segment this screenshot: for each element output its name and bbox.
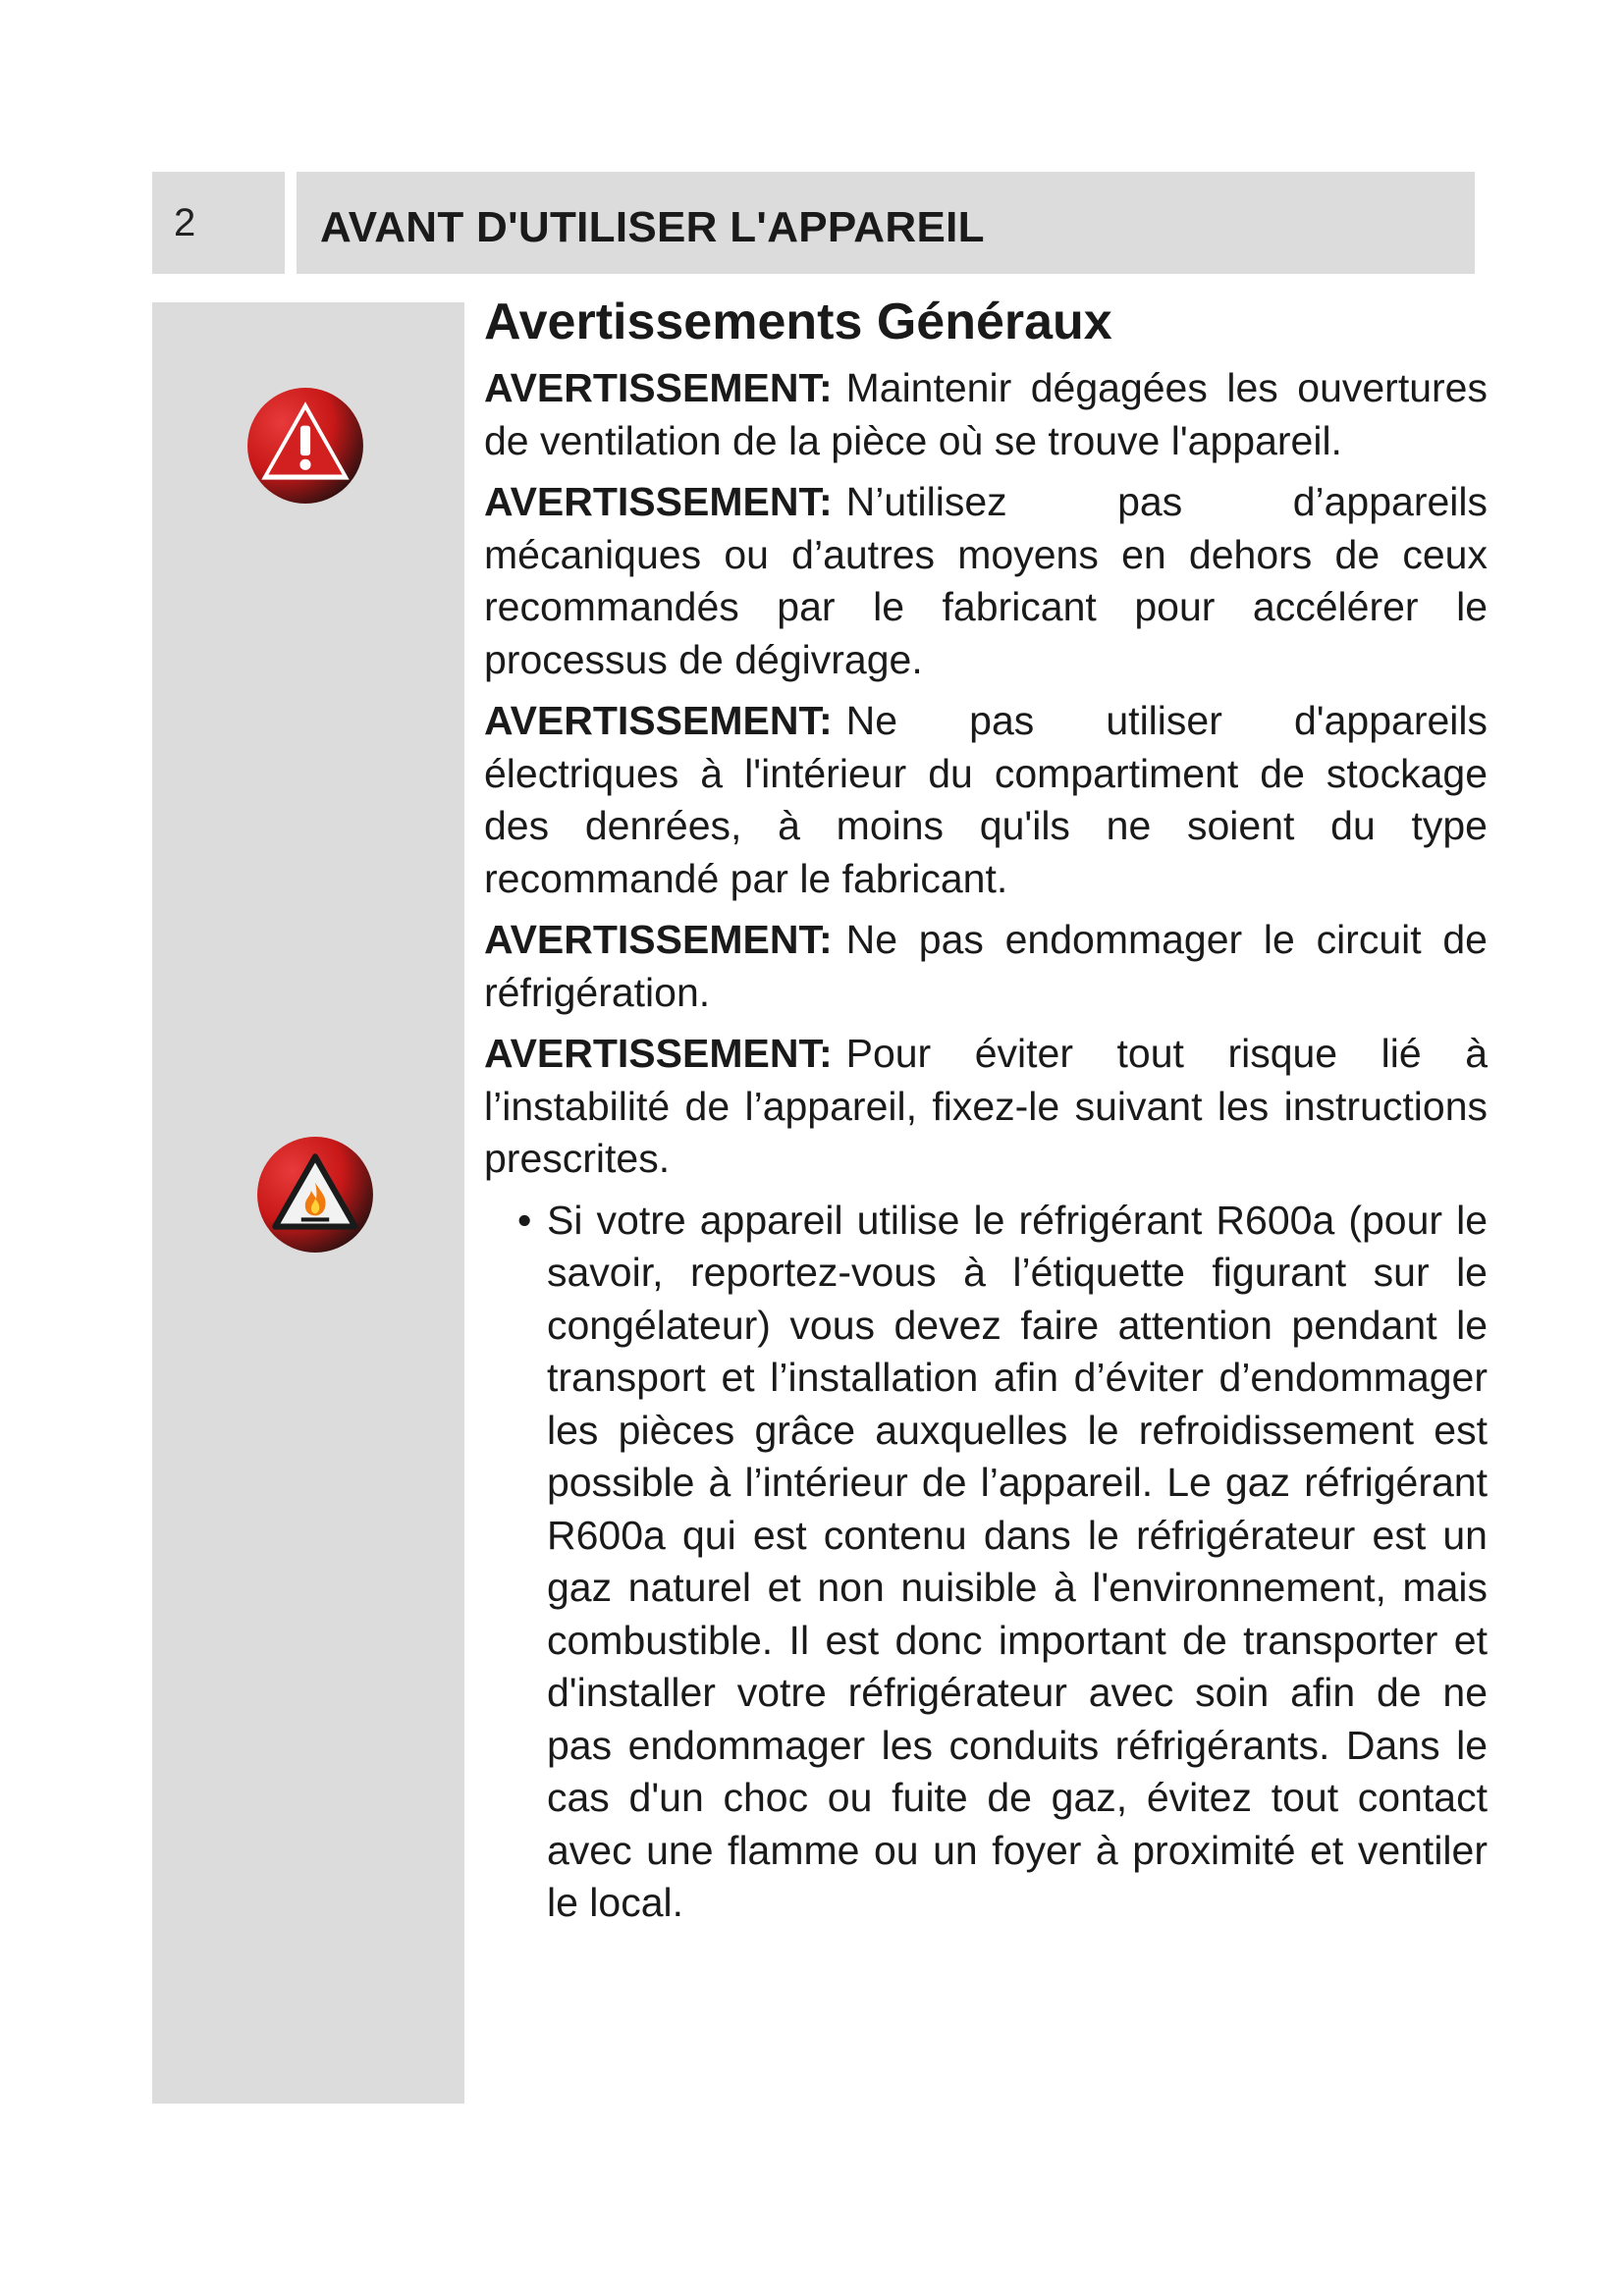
- bullet-marker: •: [517, 1197, 532, 1243]
- section-title: Avertissements Généraux: [484, 294, 1112, 350]
- bullet-list: [484, 1195, 1488, 1930]
- flammable-icon: [255, 1135, 375, 1255]
- warning-text: N’utilisez pas d’appareils mécaniques ou d’autres moyens en dehors de ceux recommandés par le fabricant pour accélérer le processus de dégivrage.: [484, 479, 1488, 682]
- warning-text: Pour éviter tout risque lié à l’instabilité de l’appareil, fixez-le suivant les instructions prescrites.: [484, 1031, 1488, 1181]
- warning-paragraph: [484, 362, 1488, 467]
- warning-paragraph: [484, 914, 1488, 1019]
- warning-text: Ne pas endommager le circuit de réfrigération.: [484, 917, 1488, 1015]
- warning-label: AVERTISSEMENT:: [484, 698, 833, 743]
- warning-triangle-icon: [245, 386, 365, 506]
- warning-label: AVERTISSEMENT:: [484, 365, 833, 410]
- list-item: [484, 1195, 1488, 1930]
- header-bar: [297, 172, 1475, 274]
- page-number-box: [152, 172, 285, 274]
- page-number: 2: [174, 201, 196, 244]
- page-header-title: AVANT D'UTILISER L'APPAREIL: [320, 203, 985, 251]
- warning-text: Maintenir dégagées les ouvertures de ventilation de la pièce où se trouve l'appareil.: [484, 365, 1488, 463]
- warning-paragraph: [484, 695, 1488, 905]
- warning-label: AVERTISSEMENT:: [484, 917, 833, 962]
- sidebar-panel: [152, 302, 464, 2104]
- warning-text: Ne pas utiliser d'appareils électriques à l'intérieur du compartiment de stockage des denrées, à moins qu'ils ne soient du type recommandé par le fabricant.: [484, 698, 1488, 901]
- warning-label: AVERTISSEMENT:: [484, 479, 833, 524]
- bullet-text: Si votre appareil utilise le réfrigérant R600a (pour le savoir, reportez-vous à l’étiquette figurant sur le congélateur) vous devez faire attention pendant le transport et l’installation afin d’éviter d’endommager les pièces grâce auxquelles le refroidissement est possible à l’intérieur de l’appareil. Le gaz réfrigérant R600a qui est contenu dans le réfrigérateur est un gaz naturel et non nuisible à l'environnement, mais combustible. Il est donc important de transporter et d'installer votre réfrigérateur avec soin afin de ne pas endommager les conduits réfrigérants. Dans le cas d'un choc ou fuite de gaz, évitez tout contact avec une flamme ou un foyer à proximité et ventiler le local.: [547, 1197, 1488, 1925]
- warning-label: AVERTISSEMENT:: [484, 1031, 833, 1076]
- main-content: [484, 290, 1488, 1930]
- warning-paragraph: [484, 476, 1488, 686]
- warning-paragraph: [484, 1028, 1488, 1186]
